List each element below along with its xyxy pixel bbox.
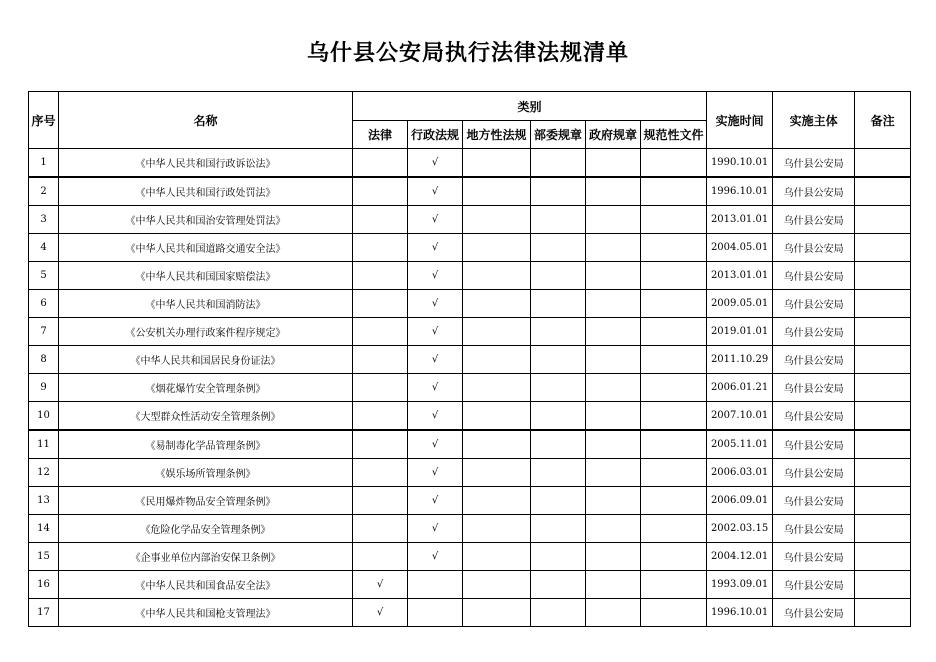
row-index: 1 xyxy=(29,149,59,178)
table-row xyxy=(29,571,911,599)
table-row xyxy=(29,206,911,234)
table-row xyxy=(29,262,911,290)
ministry-rule-mark xyxy=(531,346,586,374)
normative-document-mark xyxy=(641,262,707,290)
normative-document-mark xyxy=(641,402,707,431)
normative-document-mark xyxy=(641,599,707,627)
row-name: 《危险化学品安全管理条例》 xyxy=(59,515,353,543)
table-row xyxy=(29,515,911,543)
ministry-rule-mark xyxy=(531,177,586,206)
row-index: 2 xyxy=(29,177,59,206)
law-mark xyxy=(353,290,408,318)
local-regulation-mark xyxy=(463,290,531,318)
table-row xyxy=(29,459,911,487)
ministry-rule-mark xyxy=(531,262,586,290)
ministry-rule-mark xyxy=(531,402,586,431)
admin-regulation-mark: √ xyxy=(408,262,463,290)
law-mark: √ xyxy=(353,599,408,627)
row-name: 《易制毒化学品管理条例》 xyxy=(59,430,353,459)
law-mark xyxy=(353,262,408,290)
admin-regulation-mark: √ xyxy=(408,234,463,262)
row-name: 《民用爆炸物品安全管理条例》 xyxy=(59,487,353,515)
normative-document-mark xyxy=(641,206,707,234)
row-name: 《中华人民共和国道路交通安全法》 xyxy=(59,234,353,262)
row-remark xyxy=(855,149,911,178)
law-mark xyxy=(353,206,408,234)
row-name: 《企事业单位内部治安保卫条例》 xyxy=(59,543,353,571)
law-mark xyxy=(353,346,408,374)
law-mark xyxy=(353,430,408,459)
row-index: 17 xyxy=(29,599,59,627)
row-name: 《中华人民共和国行政处罚法》 xyxy=(59,177,353,206)
regulations-table xyxy=(28,91,911,627)
row-remark xyxy=(855,515,911,543)
law-mark: √ xyxy=(353,571,408,599)
normative-document-mark xyxy=(641,430,707,459)
header-normative-document: 规范性文件 xyxy=(641,121,707,149)
header-ministry-rule: 部委规章 xyxy=(531,121,586,149)
local-regulation-mark xyxy=(463,543,531,571)
normative-document-mark xyxy=(641,290,707,318)
local-regulation-mark xyxy=(463,599,531,627)
row-remark xyxy=(855,487,911,515)
row-date: 2007.10.01 xyxy=(707,402,773,431)
local-regulation-mark xyxy=(463,234,531,262)
ministry-rule-mark xyxy=(531,430,586,459)
row-index: 5 xyxy=(29,262,59,290)
admin-regulation-mark xyxy=(408,571,463,599)
law-mark xyxy=(353,515,408,543)
header-category: 类别 xyxy=(353,92,707,121)
row-subject: 乌什县公安局 xyxy=(773,459,855,487)
row-index: 12 xyxy=(29,459,59,487)
row-remark xyxy=(855,290,911,318)
row-remark xyxy=(855,459,911,487)
local-regulation-mark xyxy=(463,459,531,487)
row-date: 1993.09.01 xyxy=(707,571,773,599)
row-remark xyxy=(855,318,911,346)
table-row xyxy=(29,346,911,374)
government-rule-mark xyxy=(586,346,641,374)
row-index: 9 xyxy=(29,374,59,402)
government-rule-mark xyxy=(586,318,641,346)
row-name: 《中华人民共和国食品安全法》 xyxy=(59,571,353,599)
row-index: 6 xyxy=(29,290,59,318)
row-subject: 乌什县公安局 xyxy=(773,177,855,206)
law-mark xyxy=(353,402,408,431)
normative-document-mark xyxy=(641,543,707,571)
row-date: 2009.05.01 xyxy=(707,290,773,318)
government-rule-mark xyxy=(586,262,641,290)
normative-document-mark xyxy=(641,149,707,178)
ministry-rule-mark xyxy=(531,571,586,599)
row-date: 2005.11.01 xyxy=(707,430,773,459)
row-remark xyxy=(855,346,911,374)
row-remark xyxy=(855,402,911,431)
header-index: 序号 xyxy=(29,92,59,149)
row-name: 《中华人民共和国枪支管理法》 xyxy=(59,599,353,627)
ministry-rule-mark xyxy=(531,149,586,178)
normative-document-mark xyxy=(641,515,707,543)
row-subject: 乌什县公安局 xyxy=(773,599,855,627)
table-row xyxy=(29,318,911,346)
ministry-rule-mark xyxy=(531,318,586,346)
admin-regulation-mark xyxy=(408,599,463,627)
row-date: 1990.10.01 xyxy=(707,149,773,178)
government-rule-mark xyxy=(586,149,641,178)
row-index: 8 xyxy=(29,346,59,374)
page-title: 乌什县公安局执行法律法规清单 xyxy=(306,41,629,66)
table-row xyxy=(29,177,911,206)
local-regulation-mark xyxy=(463,515,531,543)
row-index: 14 xyxy=(29,515,59,543)
ministry-rule-mark xyxy=(531,543,586,571)
row-subject: 乌什县公安局 xyxy=(773,374,855,402)
row-date: 1996.10.01 xyxy=(707,177,773,206)
row-remark xyxy=(855,206,911,234)
normative-document-mark xyxy=(641,177,707,206)
law-mark xyxy=(353,318,408,346)
row-remark xyxy=(855,599,911,627)
row-subject: 乌什县公安局 xyxy=(773,290,855,318)
row-name: 《娱乐场所管理条例》 xyxy=(59,459,353,487)
government-rule-mark xyxy=(586,543,641,571)
row-date: 1996.10.01 xyxy=(707,599,773,627)
row-date: 2004.05.01 xyxy=(707,234,773,262)
row-name: 《中华人民共和国居民身份证法》 xyxy=(59,346,353,374)
government-rule-mark xyxy=(586,290,641,318)
row-date: 2006.03.01 xyxy=(707,459,773,487)
local-regulation-mark xyxy=(463,177,531,206)
header-remark: 备注 xyxy=(855,92,911,149)
row-subject: 乌什县公安局 xyxy=(773,430,855,459)
ministry-rule-mark xyxy=(531,234,586,262)
row-name: 《公安机关办理行政案件程序规定》 xyxy=(59,318,353,346)
government-rule-mark xyxy=(586,430,641,459)
local-regulation-mark xyxy=(463,571,531,599)
row-subject: 乌什县公安局 xyxy=(773,543,855,571)
admin-regulation-mark: √ xyxy=(408,459,463,487)
row-subject: 乌什县公安局 xyxy=(773,515,855,543)
row-remark xyxy=(855,234,911,262)
ministry-rule-mark xyxy=(531,374,586,402)
table-row xyxy=(29,149,911,178)
row-name: 《中华人民共和国治安管理处罚法》 xyxy=(59,206,353,234)
header-local-regulation: 地方性法规 xyxy=(463,121,531,149)
table-row xyxy=(29,402,911,431)
normative-document-mark xyxy=(641,571,707,599)
law-mark xyxy=(353,234,408,262)
normative-document-mark xyxy=(641,346,707,374)
row-date: 2011.10.29 xyxy=(707,346,773,374)
table-row xyxy=(29,290,911,318)
row-date: 2006.09.01 xyxy=(707,487,773,515)
law-mark xyxy=(353,543,408,571)
admin-regulation-mark: √ xyxy=(408,177,463,206)
row-subject: 乌什县公安局 xyxy=(773,318,855,346)
government-rule-mark xyxy=(586,515,641,543)
row-date: 2013.01.01 xyxy=(707,262,773,290)
row-date: 2004.12.01 xyxy=(707,543,773,571)
ministry-rule-mark xyxy=(531,487,586,515)
admin-regulation-mark: √ xyxy=(408,515,463,543)
row-index: 7 xyxy=(29,318,59,346)
government-rule-mark xyxy=(586,234,641,262)
admin-regulation-mark: √ xyxy=(408,402,463,431)
row-remark xyxy=(855,543,911,571)
row-name: 《中华人民共和国消防法》 xyxy=(59,290,353,318)
header-admin-regulation: 行政法规 xyxy=(408,121,463,149)
row-subject: 乌什县公安局 xyxy=(773,571,855,599)
ministry-rule-mark xyxy=(531,515,586,543)
row-index: 15 xyxy=(29,543,59,571)
row-index: 3 xyxy=(29,206,59,234)
table-row xyxy=(29,543,911,571)
row-date: 2013.01.01 xyxy=(707,206,773,234)
government-rule-mark xyxy=(586,206,641,234)
admin-regulation-mark: √ xyxy=(408,374,463,402)
row-index: 16 xyxy=(29,571,59,599)
law-mark xyxy=(353,487,408,515)
row-date: 2006.01.21 xyxy=(707,374,773,402)
admin-regulation-mark: √ xyxy=(408,487,463,515)
ministry-rule-mark xyxy=(531,459,586,487)
local-regulation-mark xyxy=(463,206,531,234)
local-regulation-mark xyxy=(463,430,531,459)
admin-regulation-mark: √ xyxy=(408,318,463,346)
government-rule-mark xyxy=(586,402,641,431)
normative-document-mark xyxy=(641,374,707,402)
row-index: 10 xyxy=(29,402,59,431)
admin-regulation-mark: √ xyxy=(408,290,463,318)
row-date: 2019.01.01 xyxy=(707,318,773,346)
local-regulation-mark xyxy=(463,487,531,515)
row-subject: 乌什县公安局 xyxy=(773,487,855,515)
local-regulation-mark xyxy=(463,402,531,431)
header-government-rule: 政府规章 xyxy=(586,121,641,149)
local-regulation-mark xyxy=(463,149,531,178)
row-remark xyxy=(855,177,911,206)
admin-regulation-mark: √ xyxy=(408,346,463,374)
row-subject: 乌什县公安局 xyxy=(773,346,855,374)
government-rule-mark xyxy=(586,487,641,515)
local-regulation-mark xyxy=(463,318,531,346)
law-mark xyxy=(353,374,408,402)
row-index: 4 xyxy=(29,234,59,262)
admin-regulation-mark: √ xyxy=(408,206,463,234)
row-index: 11 xyxy=(29,430,59,459)
header-subject: 实施主体 xyxy=(773,92,855,149)
table-row xyxy=(29,599,911,627)
law-mark xyxy=(353,177,408,206)
law-mark xyxy=(353,149,408,178)
government-rule-mark xyxy=(586,459,641,487)
ministry-rule-mark xyxy=(531,599,586,627)
row-subject: 乌什县公安局 xyxy=(773,262,855,290)
local-regulation-mark xyxy=(463,346,531,374)
government-rule-mark xyxy=(586,177,641,206)
row-subject: 乌什县公安局 xyxy=(773,149,855,178)
header-name: 名称 xyxy=(59,92,353,149)
law-mark xyxy=(353,459,408,487)
admin-regulation-mark: √ xyxy=(408,149,463,178)
table-row xyxy=(29,430,911,459)
normative-document-mark xyxy=(641,318,707,346)
ministry-rule-mark xyxy=(531,290,586,318)
government-rule-mark xyxy=(586,599,641,627)
table-row xyxy=(29,487,911,515)
government-rule-mark xyxy=(586,571,641,599)
row-remark xyxy=(855,262,911,290)
government-rule-mark xyxy=(586,374,641,402)
normative-document-mark xyxy=(641,487,707,515)
row-remark xyxy=(855,374,911,402)
row-remark xyxy=(855,430,911,459)
row-index: 13 xyxy=(29,487,59,515)
row-name: 《烟花爆竹安全管理条例》 xyxy=(59,374,353,402)
normative-document-mark xyxy=(641,234,707,262)
row-subject: 乌什县公安局 xyxy=(773,206,855,234)
row-subject: 乌什县公安局 xyxy=(773,402,855,431)
ministry-rule-mark xyxy=(531,206,586,234)
row-name: 《中华人民共和国行政诉讼法》 xyxy=(59,149,353,178)
row-name: 《大型群众性活动安全管理条例》 xyxy=(59,402,353,431)
header-date: 实施时间 xyxy=(707,92,773,149)
admin-regulation-mark: √ xyxy=(408,430,463,459)
table-row xyxy=(29,234,911,262)
table-row xyxy=(29,374,911,402)
normative-document-mark xyxy=(641,459,707,487)
admin-regulation-mark: √ xyxy=(408,543,463,571)
row-date: 2002.03.15 xyxy=(707,515,773,543)
local-regulation-mark xyxy=(463,262,531,290)
row-remark xyxy=(855,571,911,599)
row-subject: 乌什县公安局 xyxy=(773,234,855,262)
row-name: 《中华人民共和国国家赔偿法》 xyxy=(59,262,353,290)
local-regulation-mark xyxy=(463,374,531,402)
header-law: 法律 xyxy=(353,121,408,149)
